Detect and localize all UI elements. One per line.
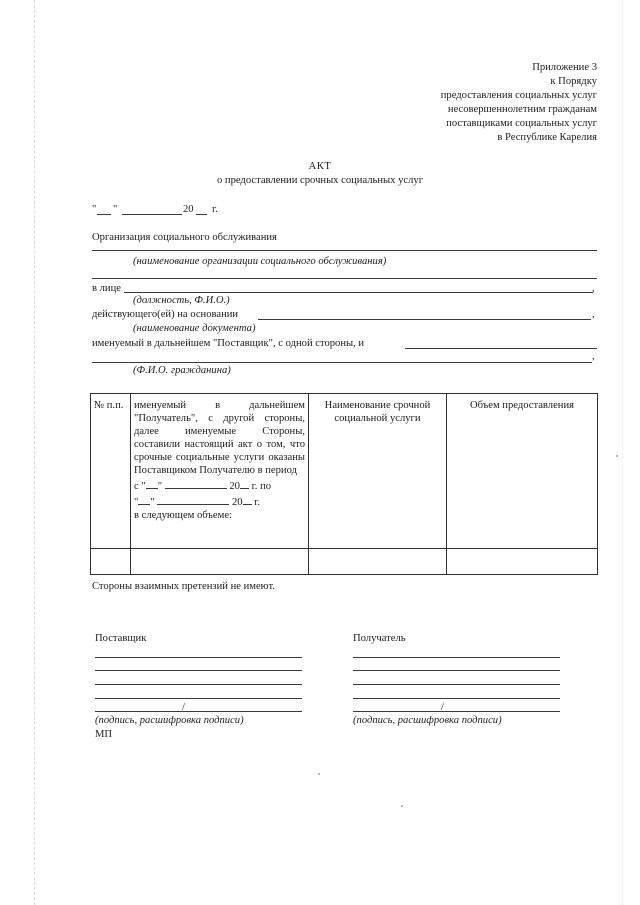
recipient-signature-label: Получатель <box>353 633 406 644</box>
provider-sign-line <box>95 684 302 685</box>
scan-speck <box>401 805 403 807</box>
provider-text: именуемый в дальнейшем "Поставщик", с одной стороны, и <box>92 338 365 349</box>
col-volume-label: Объем предоставления <box>469 400 574 411</box>
period-to-year: 20 <box>231 497 243 508</box>
document-title: АКТ <box>308 161 332 172</box>
col-text-paragraph: именуемый в дальнейшем "Получатель", с другой стороны, далее именуемые Стороны, составили настоящий акт о том, что срочные социальные услуги оказаны Поставщиком Получателю в период <box>134 400 305 476</box>
quote: " <box>134 497 139 508</box>
period-to-year-blank <box>243 493 252 505</box>
date-quote-close: " <box>113 204 118 215</box>
recipient-sign-line <box>353 684 560 685</box>
services-table <box>90 393 598 575</box>
provider-signature-label: Поставщик <box>95 633 147 644</box>
col-service-label: Наименование срочной социальной услуги <box>324 400 431 424</box>
document-hint: (наименование документа) <box>133 323 256 334</box>
period-from-line <box>134 477 305 493</box>
period-to-day-blank <box>138 493 150 505</box>
year-suffix: г. <box>212 204 218 215</box>
appendix-line: Приложение 3 <box>532 62 597 73</box>
table-header-row <box>91 394 598 549</box>
appendix-line: к Порядку <box>550 76 597 87</box>
slash: / <box>182 702 185 713</box>
organization-line-2 <box>92 278 597 279</box>
scan-edge-right <box>622 0 623 905</box>
comma: , <box>592 283 595 294</box>
period-to-month-blank <box>157 493 229 505</box>
appendix-block <box>441 61 597 145</box>
position-hint: (должность, Ф.И.О.) <box>133 295 230 306</box>
citizen-line-2 <box>92 362 592 363</box>
recipient-sign-line <box>353 698 560 699</box>
recipient-sign-line <box>353 657 560 658</box>
year-prefix: 20 <box>183 204 194 215</box>
represented-label: в лице <box>92 283 121 294</box>
col-service-header <box>309 394 447 549</box>
recipient-signature-line <box>353 711 560 712</box>
provider-sign-hint: (подпись, расшифровка подписи) <box>95 715 244 726</box>
scan-speck <box>318 773 320 775</box>
citizen-line <box>405 348 597 349</box>
col-volume-header <box>447 394 598 549</box>
period-from-month-blank <box>165 477 227 489</box>
period-to-line <box>134 493 305 509</box>
period-from-prefix: с " <box>134 481 146 492</box>
period-from-day-blank <box>146 477 158 489</box>
period-from-year-blank <box>240 477 249 489</box>
period-end-suffix: г. <box>254 497 261 508</box>
basis-line <box>258 319 591 320</box>
citizen-hint: (Ф.И.О. гражданина) <box>133 365 231 376</box>
provider-signature-line <box>95 711 302 712</box>
appendix-line: поставщиками социальных услуг <box>446 118 597 129</box>
provider-sign-line <box>95 657 302 658</box>
appendix-line: несовершеннолетним гражданам <box>447 104 597 115</box>
organization-line <box>92 250 597 251</box>
table-cell <box>131 549 309 575</box>
period-to-word: г. по <box>251 481 271 492</box>
provider-sign-line <box>95 698 302 699</box>
col-text-cell <box>131 394 309 549</box>
period-from-year: 20 <box>229 481 240 492</box>
day-blank <box>97 214 111 215</box>
comma: , <box>592 351 595 362</box>
date-quote-open: " <box>92 204 97 215</box>
scan-edge-left <box>34 0 35 905</box>
table-cell <box>447 549 598 575</box>
recipient-sign-line <box>353 670 560 671</box>
month-blank <box>122 214 182 215</box>
quote: " <box>157 481 163 492</box>
scan-speck <box>616 455 618 457</box>
volume-phrase: в следующем объеме: <box>134 510 232 521</box>
provider-sign-line <box>95 670 302 671</box>
slash: / <box>441 702 444 713</box>
acting-label: действующего(ей) на основании <box>92 309 239 320</box>
no-claims-text: Стороны взаимных претензий не имеют. <box>92 581 275 592</box>
recipient-sign-hint: (подпись, расшифровка подписи) <box>353 715 502 726</box>
col-number-label: № п.п. <box>94 400 124 411</box>
table-cell <box>309 549 447 575</box>
comma: , <box>592 309 595 320</box>
organization-label: Организация социального обслуживания <box>92 232 277 243</box>
year-blank <box>196 214 207 215</box>
stamp-label: МП <box>95 729 113 740</box>
table-cell <box>91 549 131 575</box>
document-subtitle: о предоставлении срочных социальных услуг <box>216 175 424 186</box>
represented-line <box>124 292 593 293</box>
table-row <box>91 549 598 575</box>
organization-hint: (наименование организации социального обслуживания) <box>133 256 387 267</box>
appendix-line: предоставления социальных услуг <box>440 90 597 101</box>
appendix-line: в Республике Карелия <box>497 132 597 143</box>
col-number-header <box>91 394 131 549</box>
quote: " <box>150 497 155 508</box>
